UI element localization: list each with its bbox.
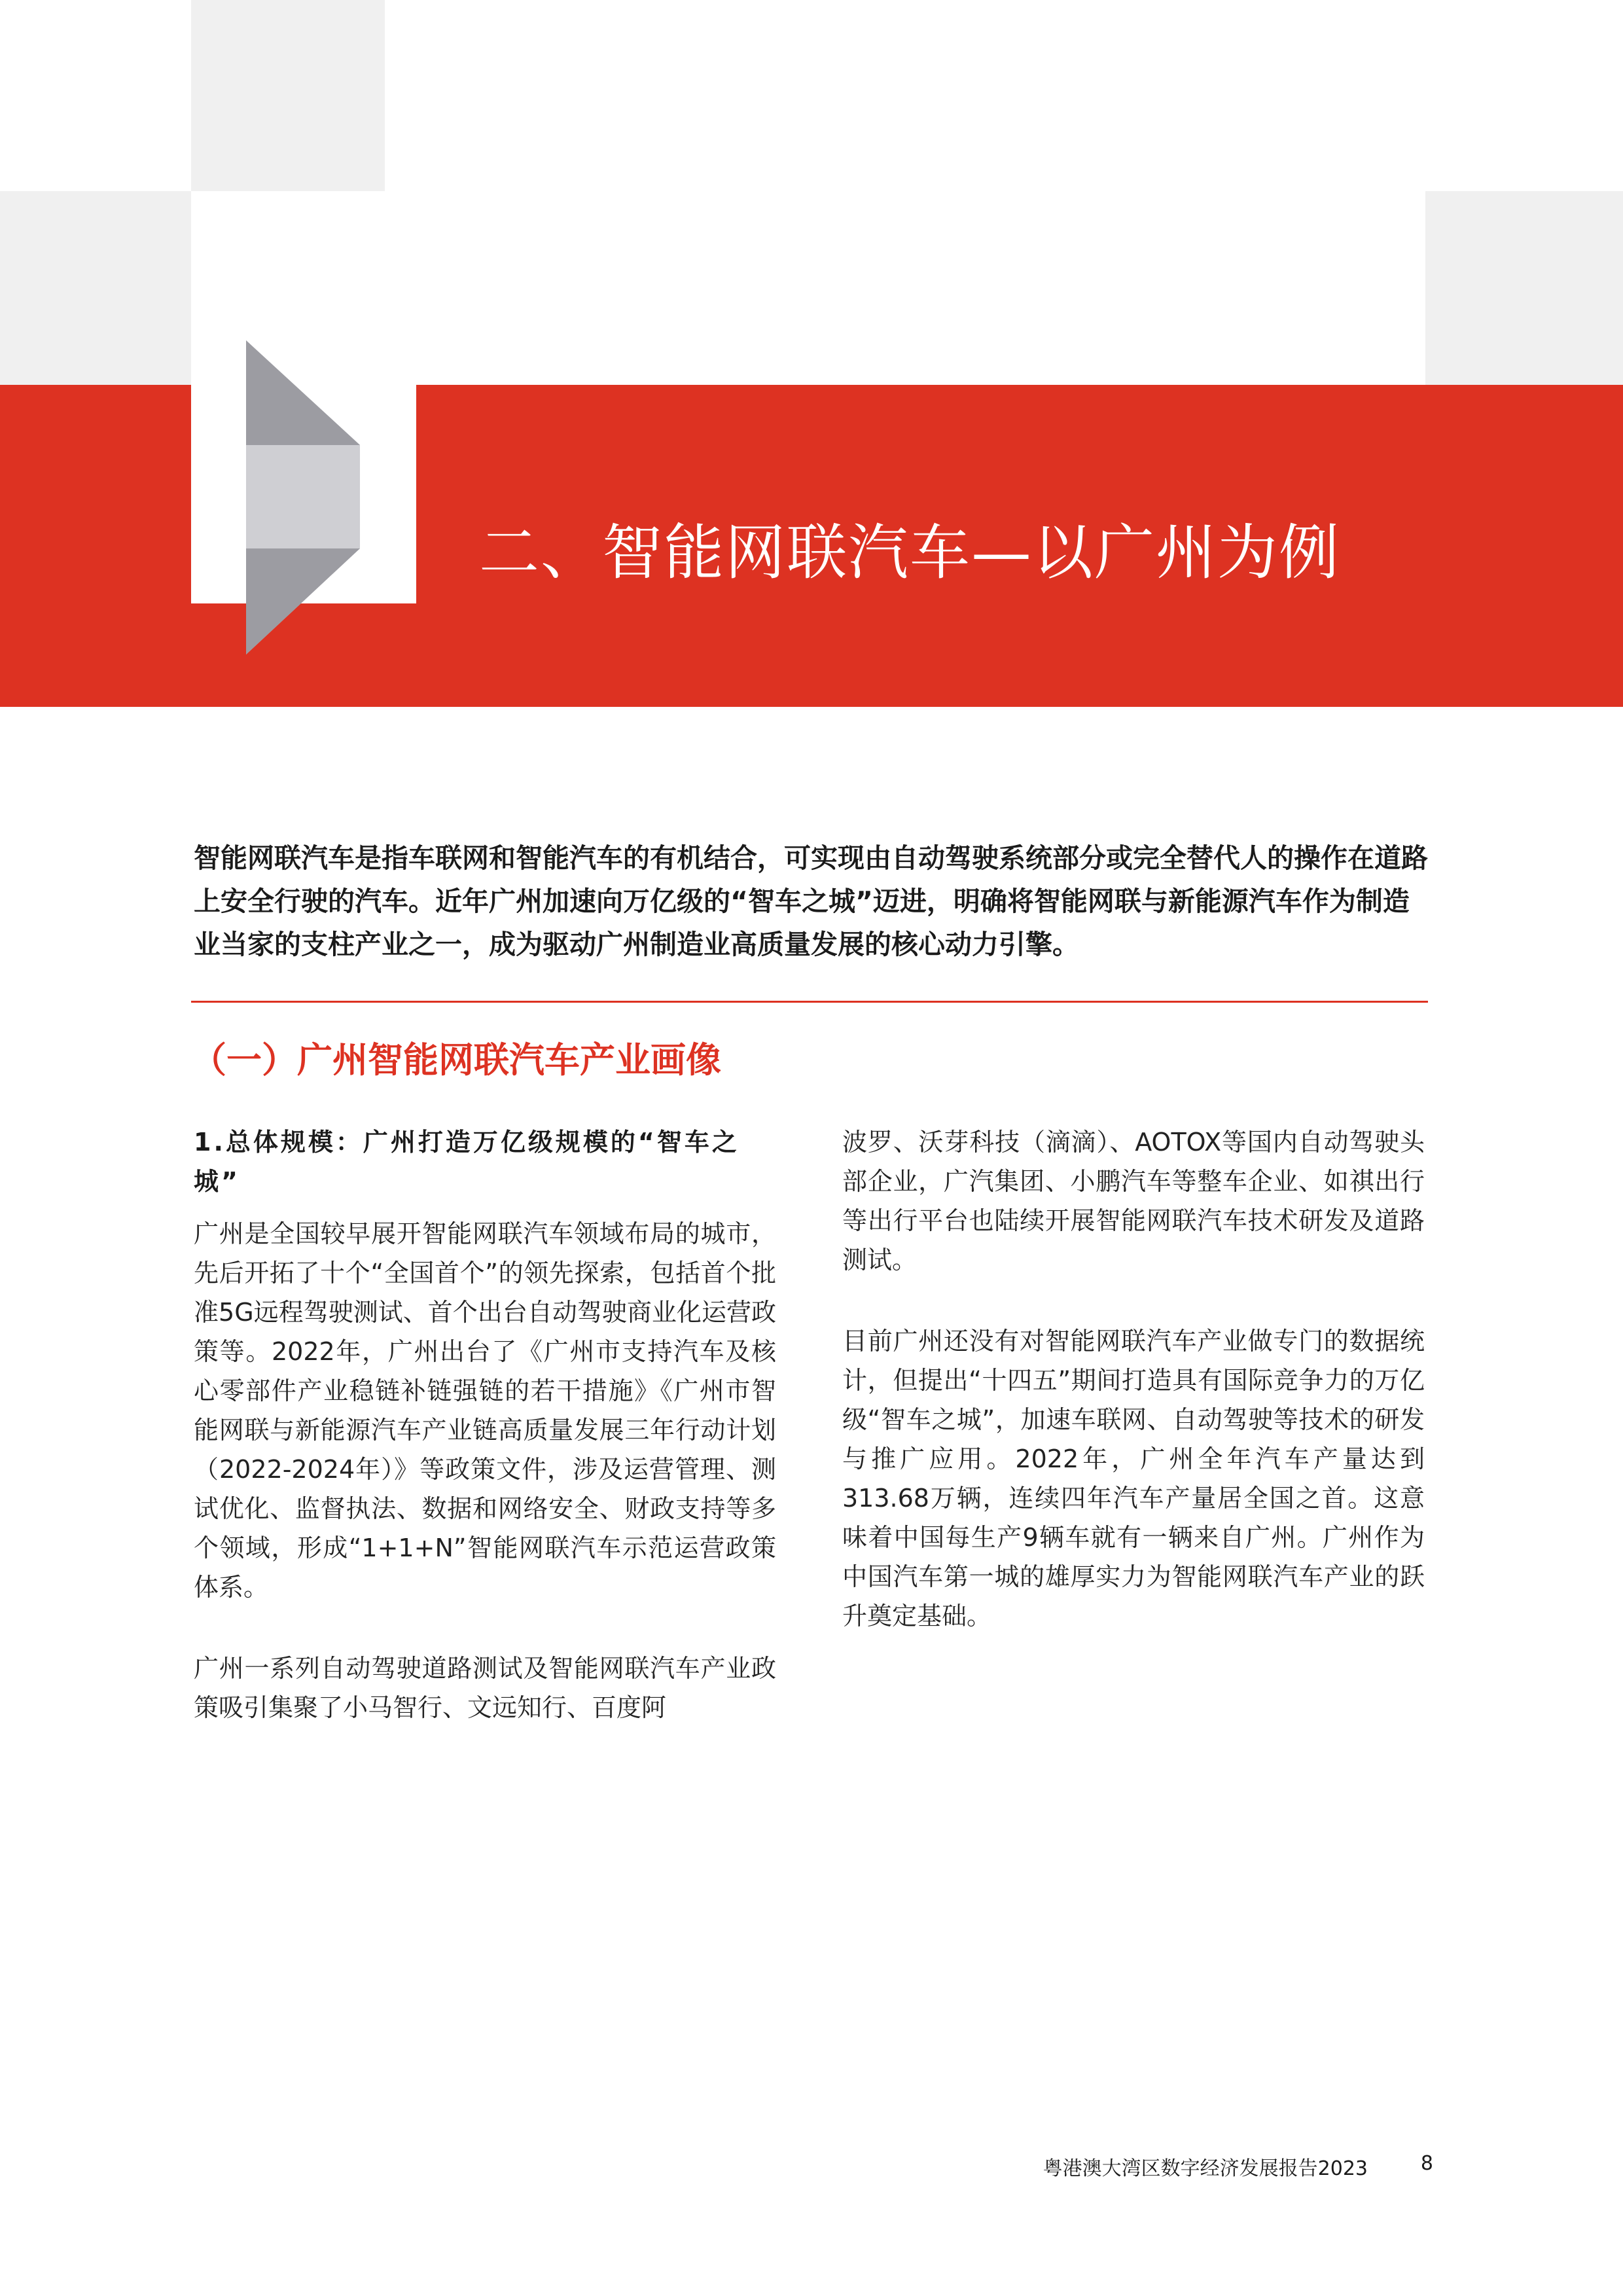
chevron-arrow-icon (236, 334, 373, 661)
body-paragraph: 广州是全国较早展开智能网联汽车领域布局的城市，先后开拓了十个“全国首个”的领先探索，包括首个批准5G远程驾驶测试、首个出台自动驾驶商业化运营政策等。2022年，广州出台了《广州市支持汽车及核心零部件产业稳链补链强链的若干措施》《广州市智能网联与新能源汽车产业链高质量发展三年行动计划（2022-2024年）》等政策文件，涉及运营管理、测试优化、监督执法、数据和网络安全、财政支持等多个领域，形成“1+1+N”智能网联汽车示范运营政策体系。 (194, 1219, 776, 1602)
decorative-square-top (191, 0, 385, 191)
left-column (194, 1122, 776, 1769)
body-paragraph: 目前广州还没有对智能网联汽车产业做专门的数据统计，但提出“十四五”期间打造具有国际竞争力的万亿级“智车之城”，加速车联网、自动驾驶等技术的研发与推广应用。2022年，广州全年汽车产量达到313.68万辆，连续四年汽车产量居全国之首。这意味着中国每生产9辆车就有一辆来自广州。广州作为中国汽车第一城的雄厚实力为智能网联汽车产业的跃升奠定基础。 (842, 1327, 1425, 1630)
decorative-square-left (0, 191, 191, 385)
section-heading: （一）广州智能网联汽车产业画像 (191, 1039, 721, 1081)
chapter-title: 二、智能网联汽车—以广州为例 (479, 518, 1341, 588)
body-paragraph: 广州一系列自动驾驶道路测试及智能网联汽车产业政策吸引集聚了小马智行、文远知行、百度阿 (194, 1654, 776, 1722)
intro-paragraph: 智能网联汽车是指车联网和智能汽车的有机结合，可实现由自动驾驶系统部分或完全替代人的操作在道路上安全行驶的汽车。近年广州加速向万亿级的“智车之城”迈进，明确将智能网联与新能源汽车作为制造业当家的支柱产业之一，成为驱动广州制造业高质量发展的核心动力引擎。 (194, 842, 1428, 960)
section-divider (191, 1001, 1428, 1003)
subsection-heading: 1.总体规模：广州打造万亿级规模的“智车之城” (194, 1128, 740, 1196)
page-number: 8 (1420, 2152, 1433, 2175)
right-column (842, 1122, 1425, 1677)
decorative-square-right (1425, 191, 1623, 385)
footer-report-title: 粤港澳大湾区数字经济发展报告2023 (1043, 2157, 1368, 2180)
body-paragraph: 波罗、沃芽科技（滴滴）、AOTOX等国内自动驾驶头部企业，广汽集团、小鹏汽车等整车企业、如祺出行等出行平台也陆续开展智能网联汽车技术研发及道路测试。 (842, 1128, 1425, 1274)
